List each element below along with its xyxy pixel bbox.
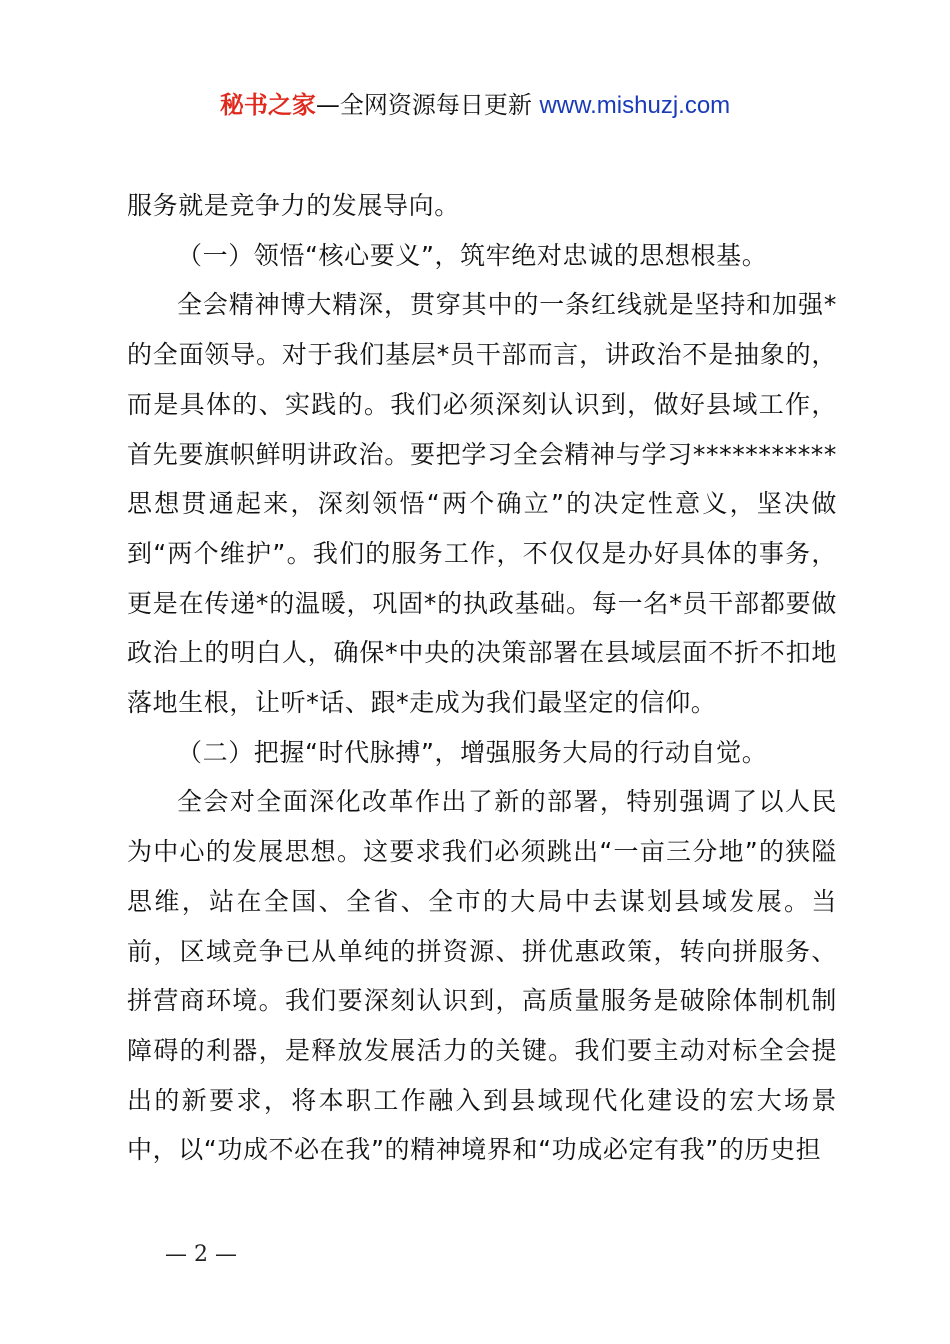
document-body bbox=[127, 181, 837, 1175]
site-brand: 秘书之家 bbox=[219, 91, 316, 119]
section-heading-2: （二）把握“时代脉搏”，增强服务大局的行动自觉。 bbox=[177, 737, 768, 767]
site-slogan: —全网资源每日更新 bbox=[315, 91, 540, 119]
site-url-link[interactable]: www.mishuzj.com bbox=[539, 92, 731, 119]
paragraph-continuation: 服务就是竞争力的发展导向。 bbox=[127, 191, 460, 220]
paragraph: 全会对全面深化改革作出了新的部署，特别强调了以人民为中心的发展思想。这要求我们必须跳出“一亩三分地”的狭隘思维，站在全国、全省、全市的大局中去谋划县域发展。当前，区域竞争已从单纯的拼资源、拼优惠政策，转向拼服务、拼营商环境。我们要深刻认识到，高质量服务是破除体制机制障碍的利器，是释放发展活力的关键。我们要主动对标全会提出的新要求，将本职工作融入到县域现代化建设的宏大场景中，以“功成不必在我”的精神境界和“功成必定有我”的历史担 bbox=[127, 787, 837, 1165]
page-number: — 2 — bbox=[165, 1242, 237, 1267]
paragraph: 全会精神博大精深，贯穿其中的一条红线就是坚持和加强*的全面领导。对于我们基层*员干部而言，讲政治不是抽象的，而是具体的、实践的。我们必须深刻认识到，做好县域工作，首先要旗帜鲜明讲政治。要把学习全会精神与学习***********思想贯通起来，深刻领悟“两个确立”的决定性意义，坚决做到“两个维护”。我们的服务工作，不仅仅是办好具体的事务，更是在传递*的温暖，巩固*的执政基础。每一名*员干部都要做政治上的明白人，确保*中央的决策部署在县域层面不折不扣地落地生根，让听*话、跟*走成为我们最坚定的信仰。 bbox=[127, 290, 837, 718]
site-header bbox=[0, 86, 950, 125]
section-heading-1: （一）领悟“核心要义”，筑牢绝对忠诚的思想根基。 bbox=[177, 240, 768, 270]
